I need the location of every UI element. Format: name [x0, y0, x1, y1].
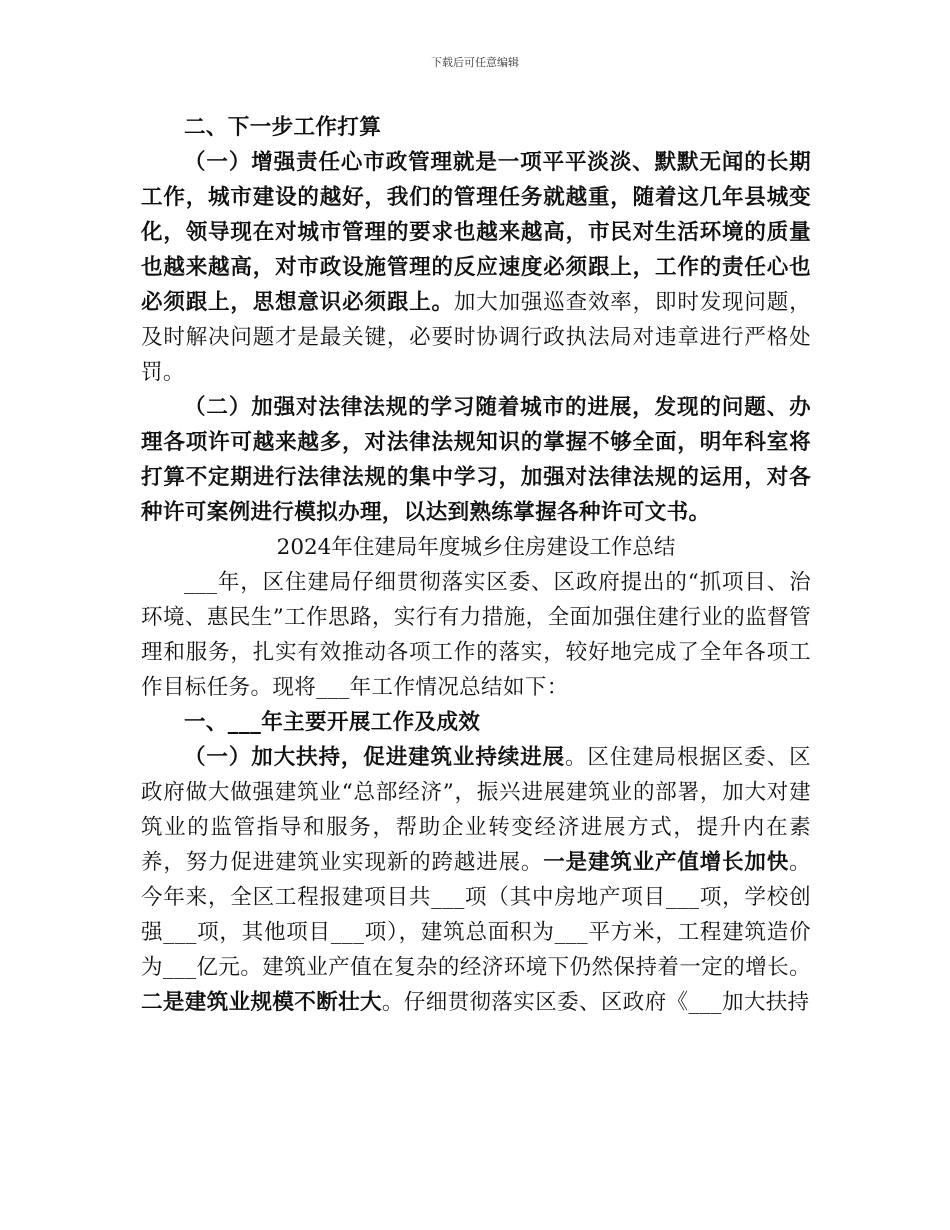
- paragraph-bold-text: （二）加强对法律法规的学习随着城市的进展，发现的问题、办理各项许可越来越多，对法律法规知识的掌握不够全面，明年科室将打算不定期进行法律法规的集中学习，加强对法律法规的运用，对各种许可案例进行模拟办理，以达到熟练掌握各种许可文书。: [141, 395, 811, 525]
- document-body: [141, 110, 811, 1020]
- paragraph-responsibility: [141, 145, 811, 390]
- paragraph-normal-text: 。区住建局根据区委、区政府做大做强建筑业“总部经济”，振兴进展建筑业的部署，加大对建筑业的监管指导和服务，帮助企业转变经济进展方式，提升内在素养，努力促进建筑业实现新的跨越进展。: [141, 745, 811, 875]
- paragraph-bold-text: 一是建筑业产值增长加快: [543, 850, 790, 875]
- paragraph-bold-text: （一）加大扶持，促进建筑业持续进展: [184, 745, 565, 770]
- paragraph-construction-industry: [141, 740, 811, 1020]
- paragraph-bold-text: 二是建筑业规模不断壮大: [141, 990, 382, 1015]
- paragraph-intro: ___年，区住建局仔细贯彻落实区委、区政府提出的“抓项目、治环境、惠民生”工作思路，实行有力措施，全面加强住建行业的监督管理和服务，扎实有效推动各项工作的落实，较好地完成了全年各项工作目标任务。现将___年工作情况总结如下：: [141, 570, 811, 700]
- document-title: 2024年住建局年度城乡住房建设工作总结: [276, 535, 676, 560]
- paragraph-normal-text: 。今年来，全区工程报建项目共___项（其中房地产项目___项，学校创强___项，其他项目___项），建筑总面积为___平方米，工程建筑造价为___亿元。建筑业产值在复杂的经济环境下仍然保持着一定的增长。: [141, 850, 811, 980]
- paragraph-law-study: [141, 390, 811, 530]
- page-header: 下载后可任意编辑: [431, 56, 519, 69]
- paragraph-bold-text: （一）增强责任心市政管理就是一项平平淡淡、默默无闻的长期工作，城市建设的越好，我们的管理任务就越重，随着这几年县城变化，领导现在对城市管理的要求也越来越高，市民对生活环境的质量也越来越高，对市政设施管理的反应速度必须跟上，工作的责任心也必须跟上，思想意识必须跟上。: [141, 150, 811, 315]
- paragraph-normal-text: 加大加强巡查效率，即时发现问题，及时解决问题才是最关键，必要时协调行政执法局对违章进行严格处罚。: [141, 290, 811, 385]
- section-heading-next-steps: 二、下一步工作打算: [184, 115, 382, 140]
- section-heading-main-work: 一、___年主要开展工作及成效: [184, 710, 481, 735]
- paragraph-normal-text: 。仔细贯彻落实区委、区政府《___加大扶持: [381, 990, 810, 1015]
